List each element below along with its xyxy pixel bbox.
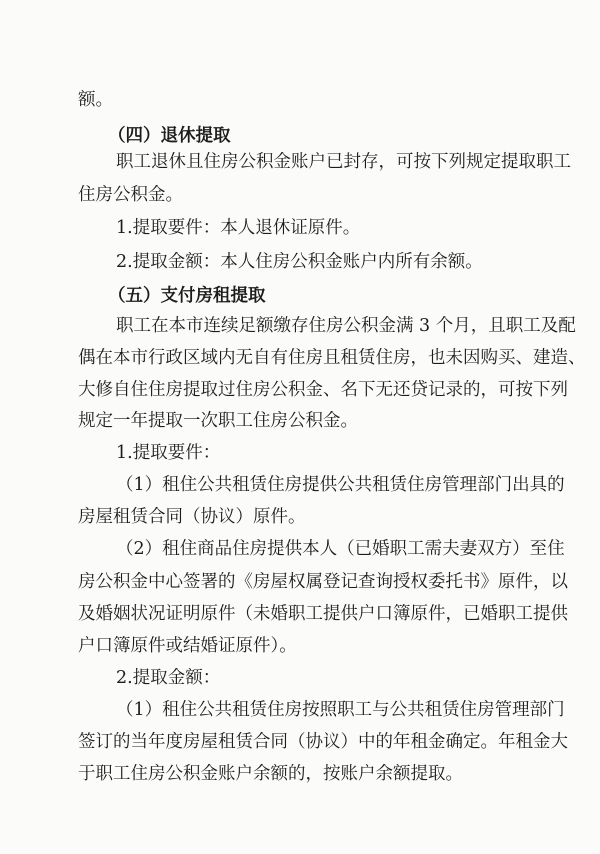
- text-line: 偶在本市行政区域内无自有住房且租赁住房，也未因购买、建造、: [78, 348, 586, 368]
- text-line: （1）租住公共租赁住房按照职工与公共租赁住房管理部门: [116, 700, 565, 720]
- text-line: 1.提取要件：本人退休证原件。: [116, 218, 361, 238]
- text-line: 大修自住住房提取过住房公积金、名下无还贷记录的，可按下列: [78, 380, 568, 400]
- text-line: 签订的当年度房屋租赁合同（协议）中的年租金确定。年租金大: [78, 732, 568, 752]
- text-line: 及婚姻状况证明原件（未婚职工提供户口簿原件，已婚职工提供: [78, 604, 568, 624]
- text-line: 于职工住房公积金账户余额的，按账户余额提取。: [78, 764, 463, 784]
- section-heading-retirement: （四）退休提取: [108, 126, 231, 146]
- section-heading-rent: （五）支付房租提取: [108, 286, 266, 306]
- text-line: （1）租住公共租赁住房提供公共租赁住房管理部门出具的: [116, 475, 565, 495]
- text-line: 2.提取金额：本人住房公积金账户内所有余额。: [116, 252, 483, 272]
- text-line: 职工在本市连续足额缴存住房公积金满 3 个月，且职工及配: [116, 316, 576, 336]
- text-line: 规定一年提取一次职工住房公积金。: [78, 411, 358, 431]
- text-line: 房公积金中心签署的《房屋权属登记查询授权委托书》原件，以: [78, 572, 568, 592]
- text-line: 额。: [78, 90, 113, 110]
- text-line: 户口簿原件或结婚证原件）。: [78, 636, 297, 656]
- text-line: 住房公积金。: [78, 185, 183, 205]
- text-line: 房屋租赁合同（协议）原件。: [78, 507, 306, 527]
- text-line: 职工退休且住房公积金账户已封存，可按下列规定提取职工: [116, 152, 571, 172]
- text-line: （2）租住商品住房提供本人（已婚职工需夫妻双方）至住: [116, 539, 565, 559]
- text-line: 1.提取要件：: [116, 443, 221, 463]
- text-line: 2.提取金额：: [116, 668, 221, 688]
